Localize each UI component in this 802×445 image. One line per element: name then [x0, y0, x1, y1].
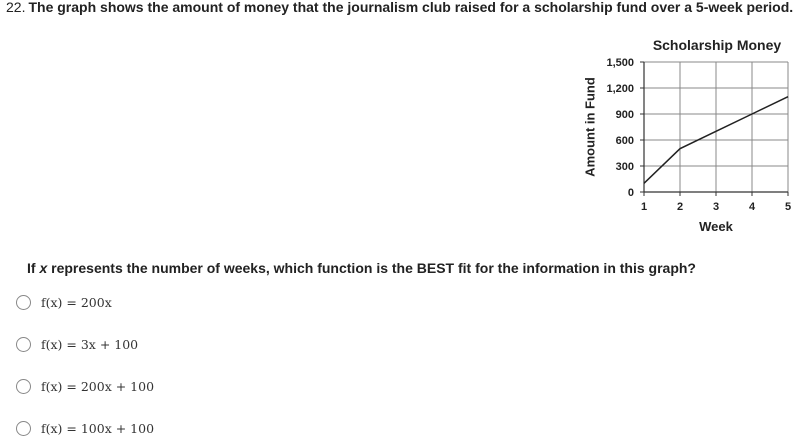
radio-circle-icon[interactable]: [16, 421, 31, 436]
question-number: 22.: [6, 0, 26, 15]
prompt-prefix: If: [27, 260, 36, 276]
choice-label: f(x) = 100x + 100: [41, 420, 155, 436]
y-tick-label: 1,500: [606, 57, 634, 69]
x-tick-label: 2: [676, 201, 684, 213]
prompt-variable: x: [39, 260, 48, 276]
radio-circle-icon[interactable]: [16, 379, 31, 394]
x-tick-label: 3: [712, 201, 720, 213]
x-tick-label: 4: [748, 201, 756, 213]
y-tick-label: 0: [627, 187, 634, 199]
y-tick-label: 300: [615, 161, 634, 173]
x-tick-label: 1: [640, 201, 648, 213]
radio-circle-icon[interactable]: [16, 337, 31, 352]
y-tick-label: 600: [615, 135, 634, 147]
answer-choice-b[interactable]: [16, 333, 138, 355]
answer-choice-d[interactable]: [16, 417, 154, 439]
choice-label: f(x) = 3x + 100: [41, 336, 139, 352]
prompt-suffix: represents the number of weeks, which function is the BEST fit for the information in this graph?: [51, 260, 696, 276]
radio-circle-icon[interactable]: [16, 295, 31, 310]
question-text: The graph shows the amount of money that the journalism club raised for a scholarship fund over a 5-week period.: [28, 0, 794, 15]
y-tick-label: 900: [615, 109, 634, 121]
x-axis-label: Week: [699, 219, 733, 234]
y-tick-label: 1,200: [606, 83, 634, 95]
choice-label: f(x) = 200x: [41, 294, 112, 310]
question-prompt: [27, 260, 696, 276]
choice-label: f(x) = 200x + 100: [41, 378, 155, 394]
x-tick-label: 5: [784, 201, 792, 213]
y-axis-label: Amount in Fund: [582, 77, 598, 177]
chart-title: Scholarship Money: [652, 37, 782, 53]
answer-choice-a[interactable]: [16, 291, 112, 313]
answer-choice-c[interactable]: [16, 375, 154, 397]
